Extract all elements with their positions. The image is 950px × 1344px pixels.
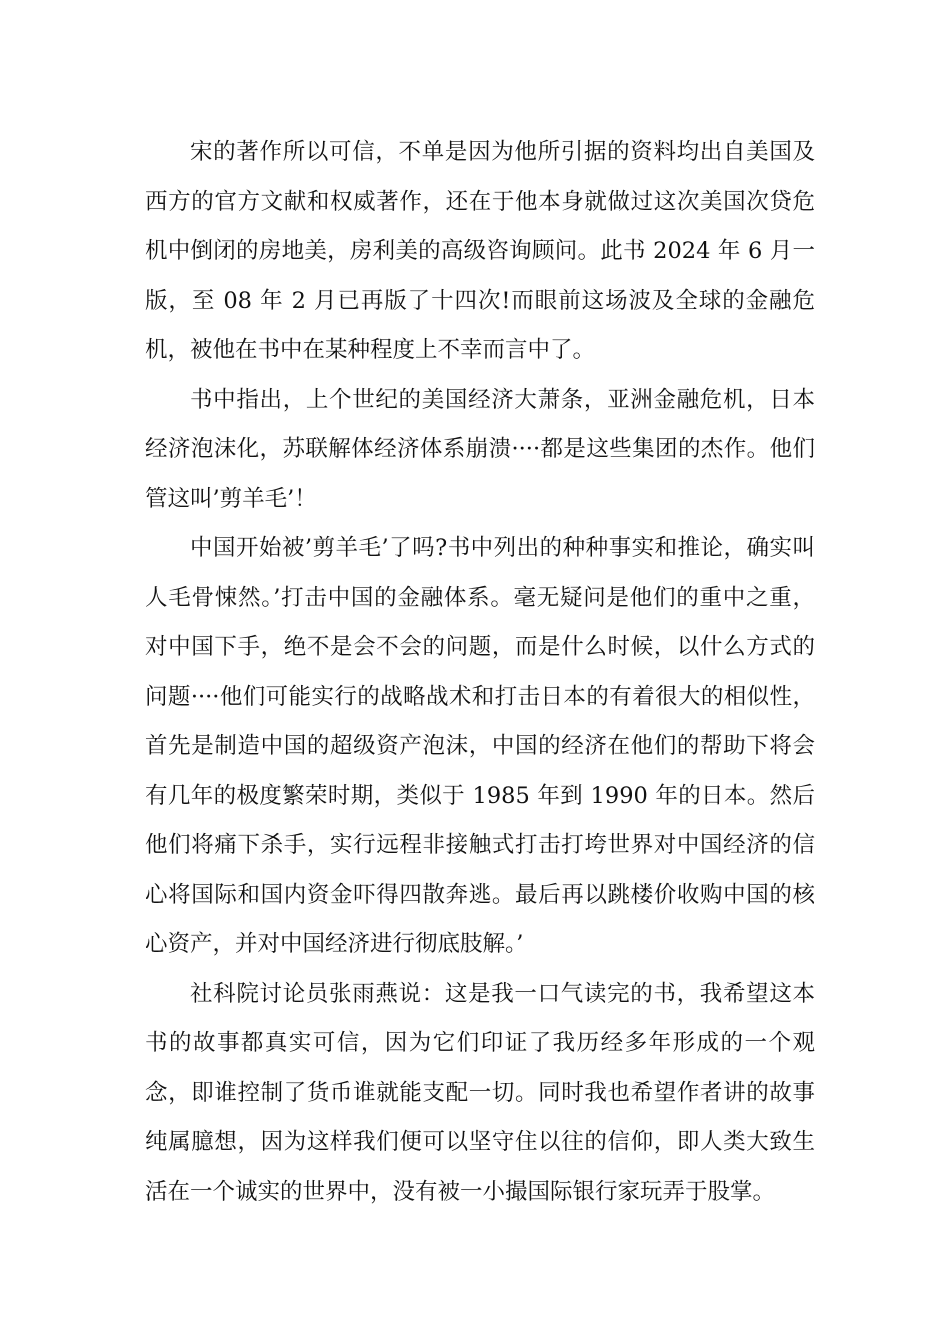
paragraph-sheep-shearing: 书中指出，上个世纪的美国经济大萧条，亚洲金融危机，日本经济泡沫化，苏联解体经济体系崩溃····都是这些集团的杰作。他们管这叫’剪羊毛’！: [145, 386, 815, 512]
paragraph-credibility: 宋的著作所以可信，不单是因为他所引据的资料均出自美国及西方的官方文献和权威著作，还在于他本身就做过这次美国次贷危机中倒闭的房地美，房利美的高级咨询顾问。此书 2024 年 6 月一版，至 08 年 2 月已再版了十四次!而眼前这场波及全球的金融危机，被他在书中在某种程度上不幸而言中了。: [145, 139, 815, 363]
paragraph-researcher-comment: 社科院讨论员张雨燕说：这是我一口气读完的书，我希望这本书的故事都真实可信，因为它们印证了我历经多年形成的一个观念，即谁控制了货币谁就能支配一切。同时我也希望作者讲的故事纯属臆想，因为这样我们便可以坚守住以往的信仰，即人类大致生活在一个诚实的世界中，没有被一小撮国际银行家玩弄于股掌。: [145, 980, 815, 1205]
paragraph-china-financial-system: 中国开始被’剪羊毛’了吗?书中列出的种种事实和推论，确实叫人毛骨悚然。’打击中国的金融体系。毫无疑问是他们的重中之重，对中国下手，绝不是会不会的问题，而是什么时候，以什么方式的问题····他们可能实行的战略战术和打击日本的有着很大的相似性，首先是制造中国的超级资产泡沫，中国的经济在他们的帮助下将会有几年的极度繁荣时期，类似于 1985 年到 1990 年的日本。然后他们将痛下杀手，实行远程非接触式打击打垮世界对中国经济的信心将国际和国内资金吓得四散奔逃。最后再以跳楼价收购中国的核心资产，并对中国经济进行彻底肢解。’: [145, 535, 815, 957]
document-body: [145, 128, 815, 1217]
